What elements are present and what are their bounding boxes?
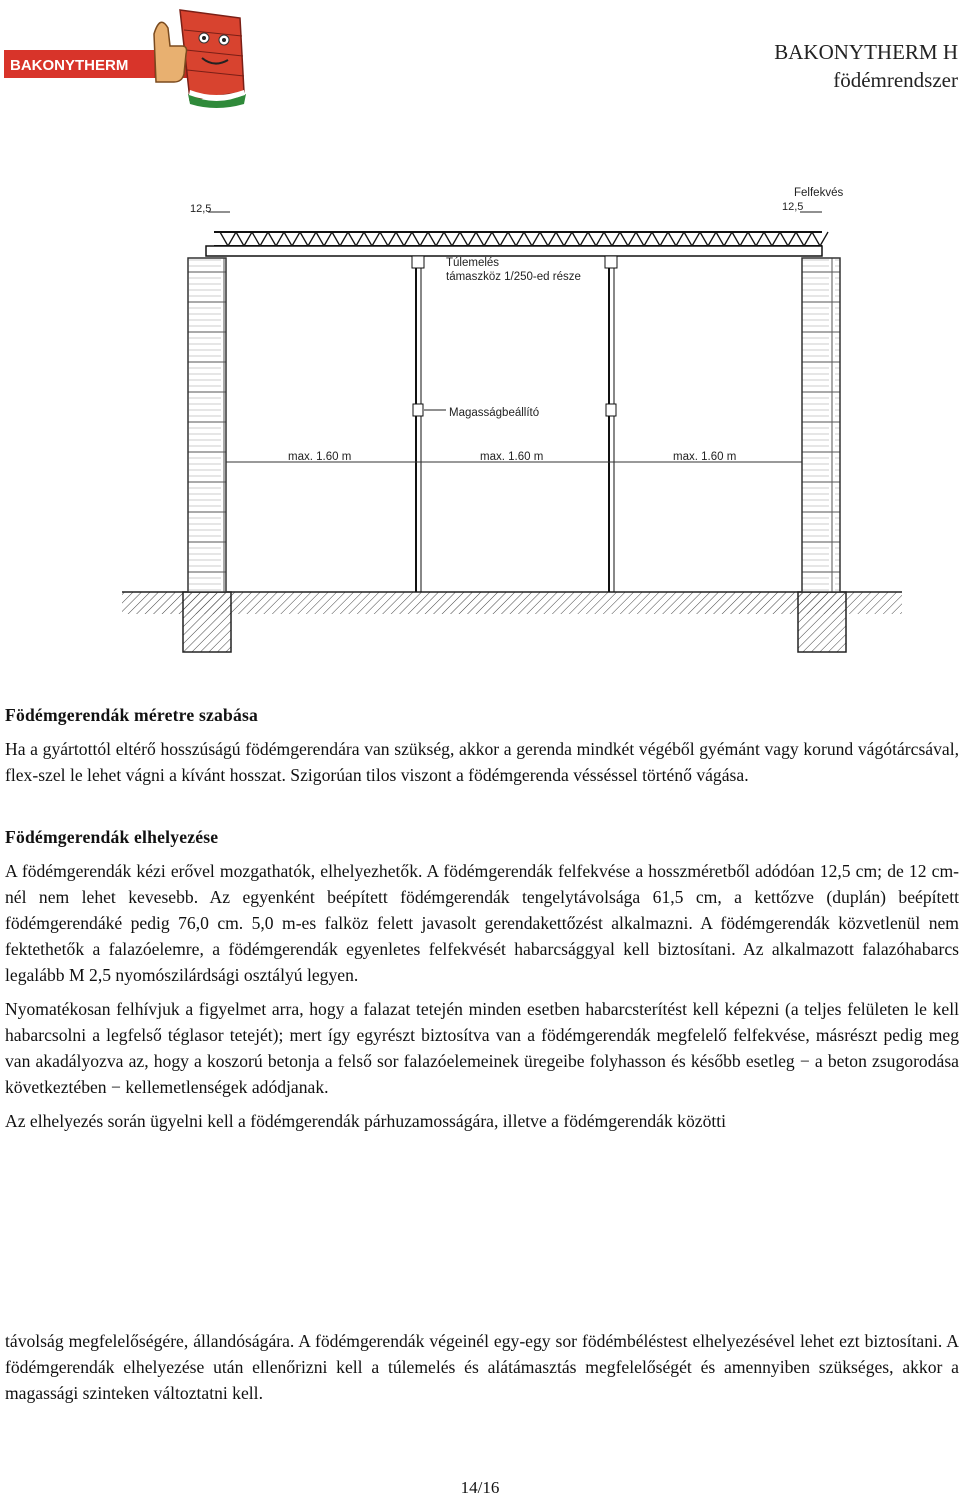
truss-diagonal xyxy=(388,232,396,246)
truss-diagonal xyxy=(444,232,452,246)
truss-diagonal xyxy=(668,232,676,246)
truss-diagonal xyxy=(764,232,772,246)
truss-diagonal xyxy=(812,232,820,246)
section-title-placement: Födémgerendák elhelyezése xyxy=(5,827,219,847)
dim-right: 12,5 xyxy=(782,201,804,213)
left-wall xyxy=(188,258,226,592)
truss-diagonal xyxy=(516,232,524,246)
label-felfekves: Felfekvés xyxy=(794,187,844,199)
truss-diagonal xyxy=(804,232,812,246)
label-tamaszkoz: támaszköz 1/250-ed része xyxy=(446,271,581,283)
truss-diagonal xyxy=(740,232,748,246)
truss-diagonal xyxy=(564,232,572,246)
truss-diagonal xyxy=(772,232,780,246)
truss-diagonal xyxy=(364,232,372,246)
truss-diagonal xyxy=(484,232,492,246)
truss-diagonal xyxy=(436,232,444,246)
truss-diagonal xyxy=(572,232,580,246)
truss-diagonal xyxy=(732,232,740,246)
span-label-1: max. 1.60 m xyxy=(288,451,352,463)
truss-diagonal xyxy=(700,232,708,246)
truss-diagonal xyxy=(276,232,284,246)
truss-diagonal xyxy=(692,232,700,246)
truss-diagonal xyxy=(620,232,628,246)
page-header xyxy=(774,38,958,94)
truss-diagonal xyxy=(404,232,412,246)
truss-diagonal xyxy=(788,232,796,246)
truss-diagonal xyxy=(300,232,308,246)
header-subtitle: födémrendszer xyxy=(833,68,958,92)
document-body xyxy=(5,702,959,1134)
truss-diagonal xyxy=(548,232,556,246)
truss-diagonal xyxy=(636,232,644,246)
paragraph-cutting: Ha a gyártottól eltérő hosszúságú födémgerendára van szükség, akkor a gerenda mindkét végéből gyémánt vagy korund vágótárcsával, flex-szel le lehet vágni a kívánt hosszat. Szigorúan tilos viszont a födémgerenda vésséssel történő vágása. xyxy=(5,739,959,785)
truss-diagonal xyxy=(396,232,404,246)
truss-diagonal xyxy=(380,232,388,246)
truss-diagonal xyxy=(412,232,420,246)
truss-diagonal xyxy=(284,232,292,246)
page-number: 14/16 xyxy=(460,1478,500,1497)
truss-diagonal xyxy=(292,232,300,246)
truss-diagonal xyxy=(556,232,564,246)
truss-diagonal xyxy=(748,232,756,246)
dim-left: 12,5 xyxy=(190,203,212,215)
truss-diagonal xyxy=(588,232,596,246)
truss-diagonal xyxy=(756,232,764,246)
truss-diagonal xyxy=(372,232,380,246)
label-magassagbeallito: Magasságbeállító xyxy=(449,407,540,419)
truss-diagonal xyxy=(628,232,636,246)
truss-diagonal xyxy=(596,232,604,246)
truss-diagonal xyxy=(236,232,244,246)
truss-diagonal xyxy=(612,232,620,246)
section-title-cutting: Födémgerendák méretre szabása xyxy=(5,705,259,725)
truss-diagonal xyxy=(228,232,236,246)
truss-diagonal xyxy=(524,232,532,246)
truss-diagonal xyxy=(428,232,436,246)
label-tulemeles: Túlemelés xyxy=(446,257,500,269)
truss-diagonal xyxy=(676,232,684,246)
truss-diagonal xyxy=(316,232,324,246)
truss-diagonal xyxy=(492,232,500,246)
prop-left xyxy=(412,256,424,592)
truss-diagonal xyxy=(580,232,588,246)
truss-diagonal xyxy=(652,232,660,246)
truss-diagonal xyxy=(452,232,460,246)
truss-diagonal xyxy=(476,232,484,246)
truss-diagonal xyxy=(460,232,468,246)
document-body-continued xyxy=(5,1328,959,1406)
truss-beam xyxy=(206,232,828,256)
truss-diagonal xyxy=(820,232,828,246)
truss-diagonal xyxy=(420,232,428,246)
span-label-2: max. 1.60 m xyxy=(480,451,544,463)
truss-diagonal xyxy=(724,232,732,246)
bakonytherm-logo xyxy=(4,4,250,108)
truss-diagonal xyxy=(684,232,692,246)
right-foundation xyxy=(798,592,846,652)
truss-diagonal xyxy=(220,232,228,246)
truss-diagonal xyxy=(716,232,724,246)
right-wall xyxy=(802,258,840,592)
truss-diagonal xyxy=(660,232,668,246)
paragraph-placement-2: Nyomatékosan felhívjuk a figyelmet arra, hogy a falazat tetején minden esetben habarcsterítést kell képezni (a teljes felületen le kell habarcsolni a legfelső téglasor tetejét); mert így egyrészt biztosítva van a födémgerendák megfelelő felfekvése, másrészt pedig meg van akadályozva az, hogy a koszorú betonja a felső sor falazóelemeinek üregeibe folyhasson és később esetleg − a beton zsugorodása következtében − kellemetlenségek adódjanak. xyxy=(5,999,959,1097)
truss-diagonal xyxy=(308,232,316,246)
paragraph-placement-1: A födémgerendák kézi erővel mozgathatók, elhelyezhetők. A födémgerendák felfekvése a hosszméretből adódóan 12,5 cm; de 12 cm-nél nem lehet kevesebb. Az egyenként beépített födémgerendák tengelytávolsága 61,5 cm, a kettőzve (duplán) beépített födémgerendáké pedig 76,0 cm. 5,0 m-es falköz felett javasolt gerendakettőzést alkalmazni. A födémgerendák közvetlenül nem fektethetők a falazóelemre, a födémgerendák egyenletes felfekvését habarcsággyal kell biztosítani. Az alkalmazott falazóhabarcs legalább M 2,5 nyomószilárdsági osztályú legyen. xyxy=(5,861,959,985)
truss-diagonal xyxy=(508,232,516,246)
truss-diagonal xyxy=(796,232,804,246)
truss-diagonal xyxy=(540,232,548,246)
truss-diagonal xyxy=(332,232,340,246)
header-title: BAKONYTHERM H xyxy=(774,40,958,64)
truss-diagonal xyxy=(780,232,788,246)
truss-diagonal xyxy=(532,232,540,246)
truss-diagonal xyxy=(708,232,716,246)
truss-diagonal xyxy=(644,232,652,246)
truss-diagonal xyxy=(468,232,476,246)
logo-brand-text: BAKONYTHERM xyxy=(10,57,129,74)
paragraph-placement-3: Az elhelyezés során ügyelni kell a födémgerendák párhuzamosságára, illetve a födémgerendák közötti xyxy=(5,1111,727,1131)
truss-diagonal xyxy=(324,232,332,246)
span-label-3: max. 1.60 m xyxy=(673,451,737,463)
ground-hatch xyxy=(122,592,902,614)
truss-diagonal xyxy=(260,232,268,246)
truss-diagonal xyxy=(252,232,260,246)
truss-diagonal xyxy=(500,232,508,246)
truss-diagonal xyxy=(348,232,356,246)
prop-right xyxy=(605,256,617,592)
paragraph-placement-4: távolság megfelelőségére, állandóságára. A födémgerendák végeinél egy-egy sor födémbéléstest elhelyezésével lehet ezt biztosítani. A födémgerendák elhelyezése után ellenőrizni kell a túlemelés és alátámasztás megfelelőségét és amennyiben szükséges, akkor a magassági szinteken változtatni kell. xyxy=(5,1331,959,1403)
formwork-drawing xyxy=(110,182,910,662)
truss-diagonal xyxy=(356,232,364,246)
truss-diagonal xyxy=(244,232,252,246)
truss-diagonal xyxy=(340,232,348,246)
left-foundation xyxy=(183,592,231,652)
truss-diagonal xyxy=(604,232,612,246)
truss-diagonal xyxy=(268,232,276,246)
